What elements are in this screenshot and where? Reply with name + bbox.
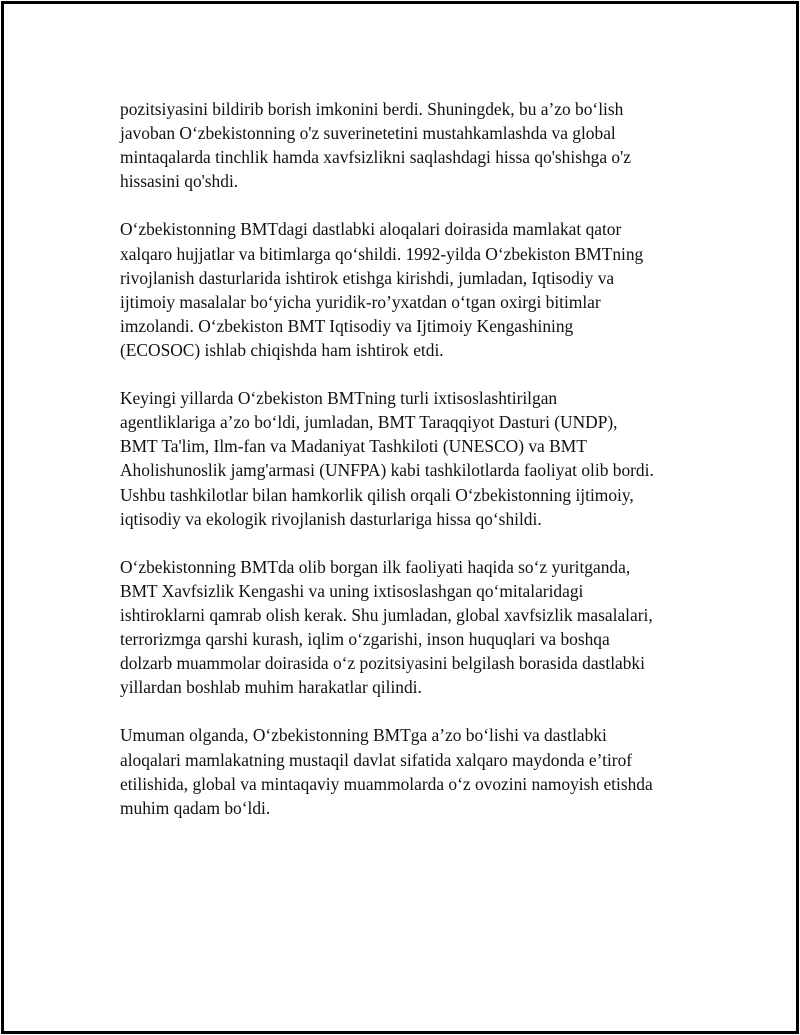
paragraph-4: O‘zbekistonning BMTda olib borgan ilk faoliyati haqida so‘z yuritganda, BMT Xavfsizlik Kengashi va uning ixtisoslashgan qo‘mitalaridagi ishtiroklarni qamrab olish kerak. Shu jumladan, global xavfsizlik masalalari, terrorizmga qarshi kurash, iqlim o‘zgarishi, inson huquqlari va boshqa dolzarb muammolar doirasida o‘z pozitsiyasini belgilash borasida dastlabki yillardan boshlab muhim harakatlar qilindi. [120,556,653,698]
document-page [1,1,799,1034]
paragraph-1: pozitsiyasini bildirib borish imkonini berdi. Shuningdek, bu a’zo bo‘lish javoban O‘zbekistonning o'z suverinetetini mustahkamlashda va global mintaqalarda tinchlik hamda xavfsizlikni saqlashdagi hissa qo'shishga o'z hissasini qo'shdi. [120,99,631,192]
paragraph-3: Keyingi yillarda O‘zbekiston BMTning turli ixtisoslashtirilgan agentliklariga a’zo bo‘ldi, jumladan, BMT Taraqqiyot Dasturi (UNDP), BMT Ta'lim, Ilm-fan va Madaniyat Tashkiloti (UNESCO) va BMT Aholishunoslik jamg'armasi (UNFPA) kabi tashkilotlarda faoliyat olib bordi. Ushbu tashkilotlar bilan hamkorlik qilish orqali O‘zbekistonning ijtimoiy, iqtisodiy va ekologik rivojlanish dasturlariga hissa qo‘shildi. [120,388,654,529]
paragraph-2: O‘zbekistonning BMTdagi dastlabki aloqalari doirasida mamlakat qator xalqaro hujjatlar va bitimlarga qo‘shildi. 1992-yilda O‘zbekiston BMTning rivojlanish dasturlarida ishtirok etishga kirishdi, jumladan, Iqtisodiy va ijtimoiy masalalar bo‘yicha yuridik-ro’yxatdan o‘tgan oxirgi bitimlar imzolandi. O‘zbekiston BMT Iqtisodiy va Ijtimoiy Kengashining (ECOSOC) ishlab chiqishda ham ishtirok etdi. [120,219,644,360]
paragraph-5: Umuman olganda, O‘zbekistonning BMTga a’zo bo‘lishi va dastlabki aloqalari mamlakatning mustaqil davlat sifatida xalqaro maydonda e’tirof etilishida, global va mintaqaviy muammolarda o‘z ovozini namoyish etishda muhim qadam bo‘ldi. [120,725,653,818]
document-body [120,97,720,844]
